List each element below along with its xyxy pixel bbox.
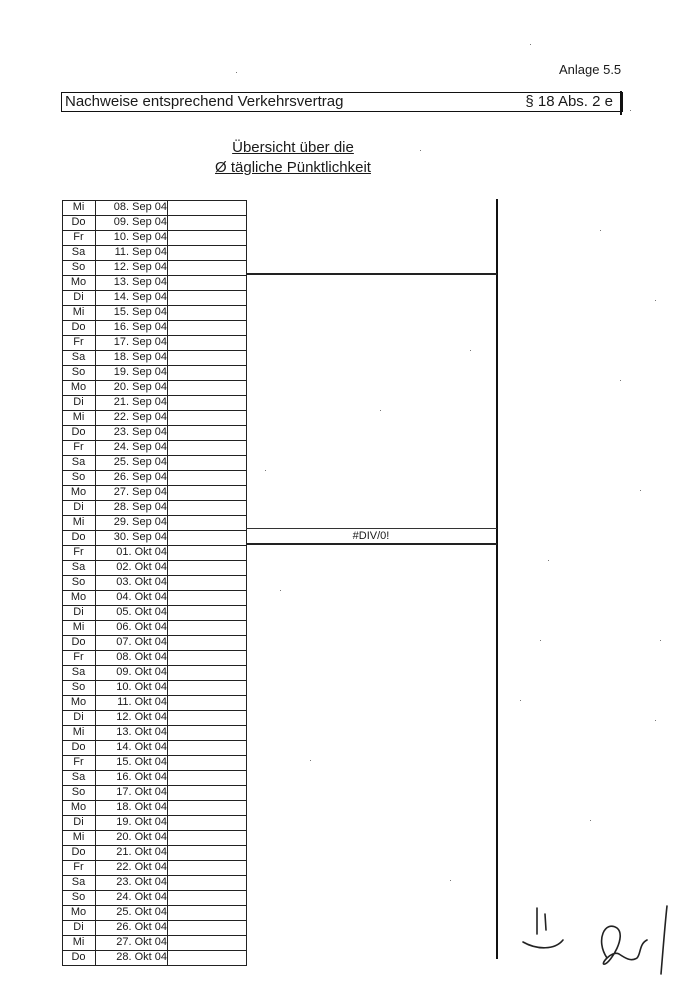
date-cell: 08. Sep 04	[113, 201, 167, 213]
date-cell: 04. Okt 04	[116, 591, 167, 603]
table-row	[62, 485, 246, 500]
annex-label: Anlage 5.5	[559, 62, 622, 77]
table-grid-line	[62, 620, 246, 621]
date-cell: 24. Okt 04	[116, 891, 167, 903]
date-cell: 15. Sep 04	[113, 306, 167, 318]
table-grid-line	[62, 200, 246, 201]
table-grid-line	[62, 590, 246, 591]
table-grid-line	[62, 710, 246, 711]
weekday-cell: Mi	[72, 936, 85, 948]
table-grid-line	[62, 500, 246, 501]
table-grid-line	[62, 905, 246, 906]
table-grid-line	[62, 785, 246, 786]
table-row	[62, 455, 246, 470]
scan-speck	[450, 880, 451, 881]
table-grid-line	[62, 635, 246, 636]
date-cell: 13. Sep 04	[113, 276, 167, 288]
table-row	[62, 695, 246, 710]
weekday-cell: Mi	[72, 411, 85, 423]
table-grid-line	[62, 860, 246, 861]
chart-top-line	[246, 273, 497, 275]
table-grid-line	[62, 365, 246, 366]
table-row	[62, 770, 246, 785]
date-cell: 10. Sep 04	[113, 231, 167, 243]
table-grid-line	[62, 455, 246, 456]
table-grid-line	[62, 335, 246, 336]
table-grid-line	[62, 380, 246, 381]
table-grid-line	[62, 680, 246, 681]
table-row	[62, 350, 246, 365]
table-row	[62, 260, 246, 275]
table-row	[62, 905, 246, 920]
table-row	[62, 440, 246, 455]
weekday-cell: Di	[73, 816, 84, 828]
table-row	[62, 680, 246, 695]
weekday-cell: Mi	[72, 831, 85, 843]
scan-speck	[620, 380, 621, 381]
table-grid-line	[62, 740, 246, 741]
scan-speck	[640, 490, 641, 491]
weekday-cell: Mi	[72, 306, 85, 318]
table-grid-line	[62, 575, 246, 576]
scan-speck	[660, 640, 661, 641]
chart-error-value: #DIV/0!	[352, 530, 390, 542]
table-row	[62, 590, 246, 605]
weekday-cell: Di	[73, 396, 84, 408]
table-column-line	[62, 200, 63, 966]
table-grid-line	[62, 470, 246, 471]
scan-speck	[530, 44, 531, 45]
table-row	[62, 275, 246, 290]
table-grid-line	[62, 305, 246, 306]
scan-speck	[600, 230, 601, 231]
weekday-cell: Sa	[71, 246, 86, 258]
weekday-cell: Sa	[71, 456, 86, 468]
date-cell: 16. Sep 04	[113, 321, 167, 333]
date-cell: 14. Okt 04	[116, 741, 167, 753]
table-grid-line	[62, 215, 246, 216]
weekday-cell: Mo	[70, 276, 87, 288]
table-grid-line	[62, 965, 246, 966]
table-row	[62, 530, 246, 545]
scan-speck	[655, 300, 656, 301]
date-cell: 17. Okt 04	[116, 786, 167, 798]
table-grid-line	[62, 530, 246, 531]
table-row	[62, 395, 246, 410]
scan-speck	[630, 110, 631, 111]
weekday-cell: Sa	[71, 561, 86, 573]
table-row	[62, 575, 246, 590]
weekday-cell: So	[71, 786, 86, 798]
date-cell: 20. Okt 04	[116, 831, 167, 843]
table-grid-line	[62, 935, 246, 936]
table-row	[62, 800, 246, 815]
table-row	[62, 365, 246, 380]
weekday-cell: Do	[71, 426, 86, 438]
weekday-cell: Mo	[70, 591, 87, 603]
date-cell: 24. Sep 04	[113, 441, 167, 453]
table-grid-line	[62, 755, 246, 756]
weekday-cell: Mi	[72, 516, 85, 528]
weekday-cell: Sa	[71, 876, 86, 888]
scan-speck	[310, 760, 311, 761]
table-row	[62, 755, 246, 770]
table-grid-line	[62, 725, 246, 726]
table-grid-line	[62, 650, 246, 651]
table-row	[62, 920, 246, 935]
table-row	[62, 620, 246, 635]
date-cell: 29. Sep 04	[113, 516, 167, 528]
weekday-cell: Fr	[73, 336, 84, 348]
table-grid-line	[62, 230, 246, 231]
table-row	[62, 335, 246, 350]
table-row	[62, 515, 246, 530]
table-grid-line	[62, 320, 246, 321]
weekday-cell: Di	[73, 921, 84, 933]
date-cell: 25. Sep 04	[113, 456, 167, 468]
table-row	[62, 320, 246, 335]
table-row	[62, 815, 246, 830]
date-cell: 11. Sep 04	[114, 246, 167, 258]
weekday-cell: Mo	[70, 696, 87, 708]
handwritten-signature	[515, 900, 685, 980]
date-cell: 08. Okt 04	[116, 651, 167, 663]
date-cell: 21. Sep 04	[113, 396, 167, 408]
weekday-cell: Sa	[71, 351, 86, 363]
table-row	[62, 230, 246, 245]
weekday-cell: Do	[71, 216, 86, 228]
table-row	[62, 215, 246, 230]
weekday-cell: So	[71, 366, 86, 378]
date-cell: 27. Okt 04	[116, 936, 167, 948]
title-line-2: Ø tägliche Pünktlichkeit	[215, 159, 371, 176]
table-row	[62, 740, 246, 755]
header-left-text: Nachweise entsprechend Verkehrsvertrag	[65, 93, 344, 110]
table-grid-line	[62, 350, 246, 351]
scan-speck	[540, 640, 541, 641]
table-row	[62, 290, 246, 305]
weekday-cell: Fr	[73, 861, 84, 873]
scan-speck	[520, 700, 521, 701]
table-grid-line	[62, 695, 246, 696]
table-row	[62, 305, 246, 320]
date-cell: 09. Okt 04	[116, 666, 167, 678]
chart-line-lower	[246, 543, 497, 545]
date-cell: 12. Okt 04	[116, 711, 167, 723]
date-cell: 22. Sep 04	[113, 411, 167, 423]
table-row	[62, 725, 246, 740]
weekday-cell: Fr	[73, 546, 84, 558]
date-cell: 10. Okt 04	[116, 681, 167, 693]
date-cell: 03. Okt 04	[116, 576, 167, 588]
weekday-cell: Di	[73, 606, 84, 618]
table-grid-line	[62, 485, 246, 486]
date-cell: 28. Sep 04	[113, 501, 167, 513]
weekday-cell: Mo	[70, 801, 87, 813]
scan-speck	[548, 560, 549, 561]
weekday-cell: Sa	[71, 771, 86, 783]
weekday-cell: Mo	[70, 486, 87, 498]
date-cell: 23. Sep 04	[113, 426, 167, 438]
date-cell: 27. Sep 04	[113, 486, 167, 498]
date-cell: 15. Okt 04	[116, 756, 167, 768]
weekday-cell: Fr	[73, 756, 84, 768]
table-row	[62, 500, 246, 515]
table-grid-line	[62, 425, 246, 426]
table-row	[62, 410, 246, 425]
scan-speck	[380, 410, 381, 411]
weekday-cell: Di	[73, 291, 84, 303]
weekday-cell: Di	[73, 501, 84, 513]
date-cell: 19. Okt 04	[116, 816, 167, 828]
table-row	[62, 560, 246, 575]
date-cell: 01. Okt 04	[116, 546, 167, 558]
date-cell: 02. Okt 04	[116, 561, 167, 573]
weekday-cell: Mi	[72, 726, 85, 738]
date-cell: 17. Sep 04	[113, 336, 167, 348]
table-grid-line	[62, 440, 246, 441]
table-grid-line	[62, 410, 246, 411]
table-row	[62, 860, 246, 875]
table-column-line	[167, 200, 168, 966]
table-grid-line	[62, 605, 246, 606]
table-row	[62, 200, 246, 215]
date-cell: 12. Sep 04	[113, 261, 167, 273]
date-cell: 18. Okt 04	[116, 801, 167, 813]
date-cell: 19. Sep 04	[113, 366, 167, 378]
weekday-cell: So	[71, 471, 86, 483]
table-grid-line	[62, 830, 246, 831]
table-row	[62, 545, 246, 560]
date-cell: 06. Okt 04	[116, 621, 167, 633]
date-cell: 26. Okt 04	[116, 921, 167, 933]
scan-speck	[470, 350, 471, 351]
table-row	[62, 650, 246, 665]
date-cell: 07. Okt 04	[116, 636, 167, 648]
date-cell: 30. Sep 04	[113, 531, 167, 543]
date-cell: 20. Sep 04	[113, 381, 167, 393]
weekday-cell: So	[71, 681, 86, 693]
header-right-text: § 18 Abs. 2 e	[525, 93, 613, 110]
weekday-cell: Di	[73, 711, 84, 723]
scan-speck	[655, 720, 656, 721]
table-row	[62, 665, 246, 680]
table-grid-line	[62, 875, 246, 876]
table-grid-line	[62, 845, 246, 846]
table-grid-line	[62, 395, 246, 396]
weekday-cell: So	[71, 576, 86, 588]
table-grid-line	[62, 800, 246, 801]
weekday-cell: Mi	[72, 621, 85, 633]
date-cell: 21. Okt 04	[116, 846, 167, 858]
table-row	[62, 710, 246, 725]
table-row	[62, 890, 246, 905]
weekday-cell: Mi	[72, 201, 85, 213]
scan-speck	[236, 72, 237, 73]
header-box	[61, 92, 623, 112]
weekday-cell: Mo	[70, 906, 87, 918]
table-grid-line	[62, 770, 246, 771]
table-row	[62, 845, 246, 860]
table-grid-line	[62, 290, 246, 291]
table-row	[62, 935, 246, 950]
date-cell: 16. Okt 04	[116, 771, 167, 783]
scan-speck	[420, 150, 421, 151]
date-cell: 14. Sep 04	[113, 291, 167, 303]
date-cell: 23. Okt 04	[116, 876, 167, 888]
date-cell: 28. Okt 04	[116, 951, 167, 963]
table-grid-line	[62, 890, 246, 891]
table-row	[62, 380, 246, 395]
weekday-cell: So	[71, 261, 86, 273]
table-row	[62, 245, 246, 260]
weekday-cell: Do	[71, 741, 86, 753]
table-column-line	[95, 200, 96, 966]
chart-right-border	[496, 199, 498, 959]
table-row	[62, 605, 246, 620]
table-grid-line	[62, 515, 246, 516]
weekday-cell: Fr	[73, 441, 84, 453]
date-cell: 26. Sep 04	[113, 471, 167, 483]
table-grid-line	[62, 950, 246, 951]
weekday-cell: Do	[71, 531, 86, 543]
table-grid-line	[62, 560, 246, 561]
weekday-cell: So	[71, 891, 86, 903]
table-grid-line	[62, 665, 246, 666]
table-row	[62, 830, 246, 845]
table-grid-line	[62, 920, 246, 921]
title-line-1: Übersicht über die	[232, 139, 354, 156]
table-row	[62, 875, 246, 890]
weekday-cell: Fr	[73, 231, 84, 243]
table-row	[62, 950, 246, 965]
weekday-cell: Do	[71, 846, 86, 858]
date-cell: 22. Okt 04	[116, 861, 167, 873]
scan-speck	[590, 820, 591, 821]
table-grid-line	[62, 815, 246, 816]
table-row	[62, 635, 246, 650]
table-row	[62, 785, 246, 800]
date-cell: 18. Sep 04	[113, 351, 167, 363]
date-cell: 13. Okt 04	[116, 726, 167, 738]
header-right-bar	[620, 91, 622, 115]
date-cell: 05. Okt 04	[116, 606, 167, 618]
date-cell: 09. Sep 04	[113, 216, 167, 228]
table-grid-line	[62, 245, 246, 246]
weekday-cell: Sa	[71, 666, 86, 678]
date-cell: 25. Okt 04	[116, 906, 167, 918]
scan-speck	[280, 590, 281, 591]
table-grid-line	[62, 260, 246, 261]
weekday-cell: Do	[71, 321, 86, 333]
weekday-cell: Fr	[73, 651, 84, 663]
table-grid-line	[62, 545, 246, 546]
table-grid-line	[62, 275, 246, 276]
weekday-cell: Do	[71, 951, 86, 963]
date-cell: 11. Okt 04	[117, 696, 167, 708]
table-row	[62, 470, 246, 485]
weekday-cell: Do	[71, 636, 86, 648]
table-row	[62, 425, 246, 440]
scan-speck	[265, 470, 266, 471]
weekday-cell: Mo	[70, 381, 87, 393]
table-column-line	[246, 200, 247, 966]
